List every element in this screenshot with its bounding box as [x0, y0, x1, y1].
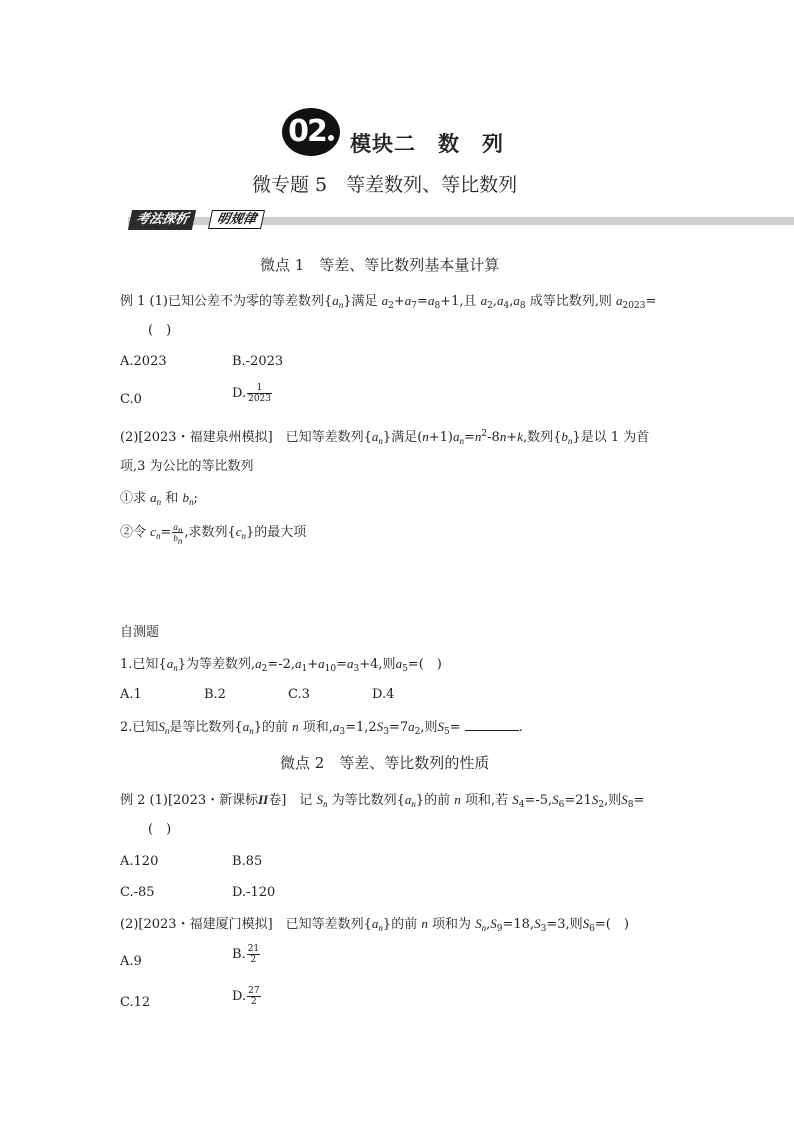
frac-num: 1 — [247, 383, 272, 394]
ex1-1-option-a[interactable]: A.2023 — [120, 354, 167, 369]
q2-a: ②令 — [120, 525, 147, 540]
ex2-2-d: , — [486, 917, 491, 932]
ex2-2-b: }的前 — [382, 917, 418, 932]
st-q2-e: =1,2 — [345, 720, 377, 735]
ex2-2-option-b-label: B. — [232, 947, 246, 962]
ex1-1-mid: }满足 — [343, 294, 378, 309]
st-q1-g: =( ) — [407, 657, 442, 672]
ex2-2-option-a[interactable]: A.9 — [120, 954, 142, 969]
point2-heading: 微点 2 等差、等比数列的性质 — [280, 754, 490, 772]
ex2-1-question: 例 2 (1)[2023・新课标II卷] 记 $S_n$ 为等比数列$\{a_n\}$的前 n 项和,若 $S_4=-5,S_6=21S_2$,则$S_8=$ — [120, 792, 645, 810]
st-q1-e: = — [336, 657, 348, 672]
st-q1-f: +4,则 — [359, 657, 396, 672]
ex2-1-option-c[interactable]: C.-85 — [120, 885, 155, 900]
ex2-1-lead2: 卷] 记 — [268, 793, 313, 808]
st-q2-h: = — [449, 720, 461, 735]
self-test-q2: 2.已知$S_n$是等比数列$\{a_n\}$的前 n 项和$,a_3=1,2S_3=7a_2$,则$S_5=$ . — [120, 719, 523, 737]
ex2-1-lead: 例 2 (1)[2023・新课标 — [120, 793, 259, 808]
module-number-badge — [282, 108, 340, 156]
ex2-2-c: 项和为 — [431, 917, 471, 932]
frac-num: 21 — [247, 944, 260, 954]
badge-dot-icon — [328, 135, 334, 141]
st-q2-b: 是等比数列{ — [169, 720, 243, 735]
ex2-1-h: = — [633, 793, 645, 808]
ex2-2-option-b[interactable] — [232, 944, 261, 965]
point1-heading: 微点 1 等差、等比数列基本量计算 — [260, 256, 500, 274]
ex1-1-option-b[interactable]: B.-2023 — [232, 354, 284, 369]
self-test-heading: 自测题 — [120, 625, 160, 640]
ex1-1-mid2: ,且 — [459, 294, 477, 309]
cn-fraction: $\frac{a_n}{b_n}$ — [173, 522, 183, 546]
banner-tag-right: 明规律 — [208, 210, 265, 229]
ex1-2-subquestion-1: ①求 $a_n$ 和 $b_n$; — [120, 490, 198, 507]
ex2-2-option-c[interactable]: C.12 — [120, 995, 151, 1010]
st-q2-d: 项和, — [302, 720, 333, 735]
ex2-1-d: 项和,若 — [464, 793, 509, 808]
ex1-2-question-line2: 项,3 为公比的等比数列 — [120, 459, 254, 474]
st-q2-a: 2.已知 — [120, 720, 159, 735]
ex1-1-mid3: 成等比数列,则 — [529, 294, 612, 309]
ex2-2-question: (2)[2023・福建厦门模拟] 已知等差数列$\{a_n\}$的前 n 项和为 $S_n,S_9=18,S_3=3$,则$S_6=$( ) — [120, 916, 629, 934]
ex2-2-g: =( ) — [594, 917, 629, 932]
section-banner — [128, 210, 794, 230]
ex2-1-roman: II — [258, 792, 269, 807]
ex2-2-e: =18, — [502, 917, 535, 932]
self-test-q1-option-d[interactable]: D.4 — [372, 687, 395, 702]
ex2-1-b: 为等比数列{ — [331, 793, 405, 808]
st-q1-d: + — [307, 657, 319, 672]
q2-b: ,求数列{ — [184, 525, 236, 540]
ex2-2-option-d-label: D. — [232, 989, 247, 1004]
st-q2-c: }的前 — [253, 720, 288, 735]
self-test-q1-option-a[interactable]: A.1 — [120, 687, 142, 702]
ex2-2-option-d-fraction — [247, 986, 260, 1007]
q1-a: ①求 — [120, 491, 147, 506]
ex2-2-option-d[interactable] — [232, 986, 262, 1007]
st-q1-a: 1.已知{ — [120, 657, 167, 672]
ex2-1-option-b[interactable]: B.85 — [232, 854, 263, 869]
ex1-1-question: 例 1 (1)已知公差不为零的等差数列$\{a_n\}$满足 $a_2+a_7=a_8+1$,且 $a_2,a_4,a_8$ 成等比数列,则 $a_{2023}=$ — [120, 293, 657, 311]
ex1-1-paren: ( ) — [148, 323, 172, 338]
ex1-2-f: }是以 1 为首 — [572, 430, 650, 445]
ex2-2-option-b-fraction — [247, 944, 260, 965]
ex1-2-a: (2)[2023・福建泉州模拟] 已知等差数列{ — [120, 430, 372, 445]
ex2-1-f: =21 — [564, 793, 592, 808]
self-test-q1-option-c[interactable]: C.3 — [288, 687, 310, 702]
ex2-1-c: }的前 — [415, 793, 451, 808]
ex2-1-g: ,则 — [604, 793, 622, 808]
q2-c: }的最大项 — [246, 525, 307, 540]
st-q1-b: }为等差数列, — [177, 657, 256, 672]
ex1-2-d: -8 — [487, 430, 500, 445]
st-q2-g: ,则 — [420, 720, 438, 735]
ex2-1-e: =-5, — [524, 793, 553, 808]
st-q2-end: . — [518, 720, 523, 735]
ex1-2-e: ,数列{ — [523, 430, 562, 445]
ex2-2-a: (2)[2023・福建厦门模拟] 已知等差数列{ — [120, 917, 372, 932]
ex1-2-b: }满足( — [382, 430, 423, 445]
self-test-q1: 1.已知$\{a_n\}$为等差数列$,a_2=-2,a_1+a_{10}=a_3+4$,则$a_5=$( ) — [120, 656, 442, 674]
frac-den: 2 — [250, 955, 257, 965]
q1-c: ; — [193, 491, 198, 506]
ex1-1-option-d-label: D. — [232, 386, 247, 401]
ex2-1-option-a[interactable]: A.120 — [120, 854, 159, 869]
frac-num: 27 — [248, 986, 260, 996]
q1-b: 和 — [165, 491, 179, 506]
ex2-1-option-d[interactable]: D.-120 — [232, 885, 276, 900]
ex1-1-option-c[interactable]: C.0 — [120, 392, 142, 407]
st-q1-c: =-2, — [267, 657, 296, 672]
module-title: 模块二 数 列 — [350, 132, 504, 156]
module-number: 02 — [288, 114, 326, 149]
ex2-1-paren: ( ) — [148, 822, 172, 837]
ex1-2-question-line1: (2)[2023・福建泉州模拟] 已知等差数列$\{a_n\}$满足$(n+1)a_n=n^2-8n+k$,数列$\{b_n\}$是以 1 为首 — [120, 429, 650, 446]
self-test-q1-option-b[interactable]: B.2 — [204, 687, 226, 702]
ex2-2-f: =3,则 — [546, 917, 583, 932]
ex1-2-c: +1) — [428, 430, 454, 445]
ex1-1-option-d[interactable] — [232, 383, 273, 404]
ex1-1-option-d-fraction — [247, 383, 272, 404]
st-q2-f: =7 — [388, 720, 409, 735]
page-subtitle: 微专题 5 等差数列、等比数列 — [252, 174, 518, 196]
frac-den: 2 — [250, 997, 257, 1007]
answer-blank[interactable] — [465, 718, 519, 731]
banner-tag-left: 考法探析 — [128, 210, 196, 230]
frac-den: 2023 — [248, 394, 271, 404]
ex1-2-subquestion-2: ②令 $c_n=$ $\frac{a_n}{b_n}$ ,求数列$\{c_n\}$的最大项 — [120, 522, 307, 546]
ex1-1-lead: 例 1 (1)已知公差不为零的等差数列{ — [120, 294, 333, 309]
